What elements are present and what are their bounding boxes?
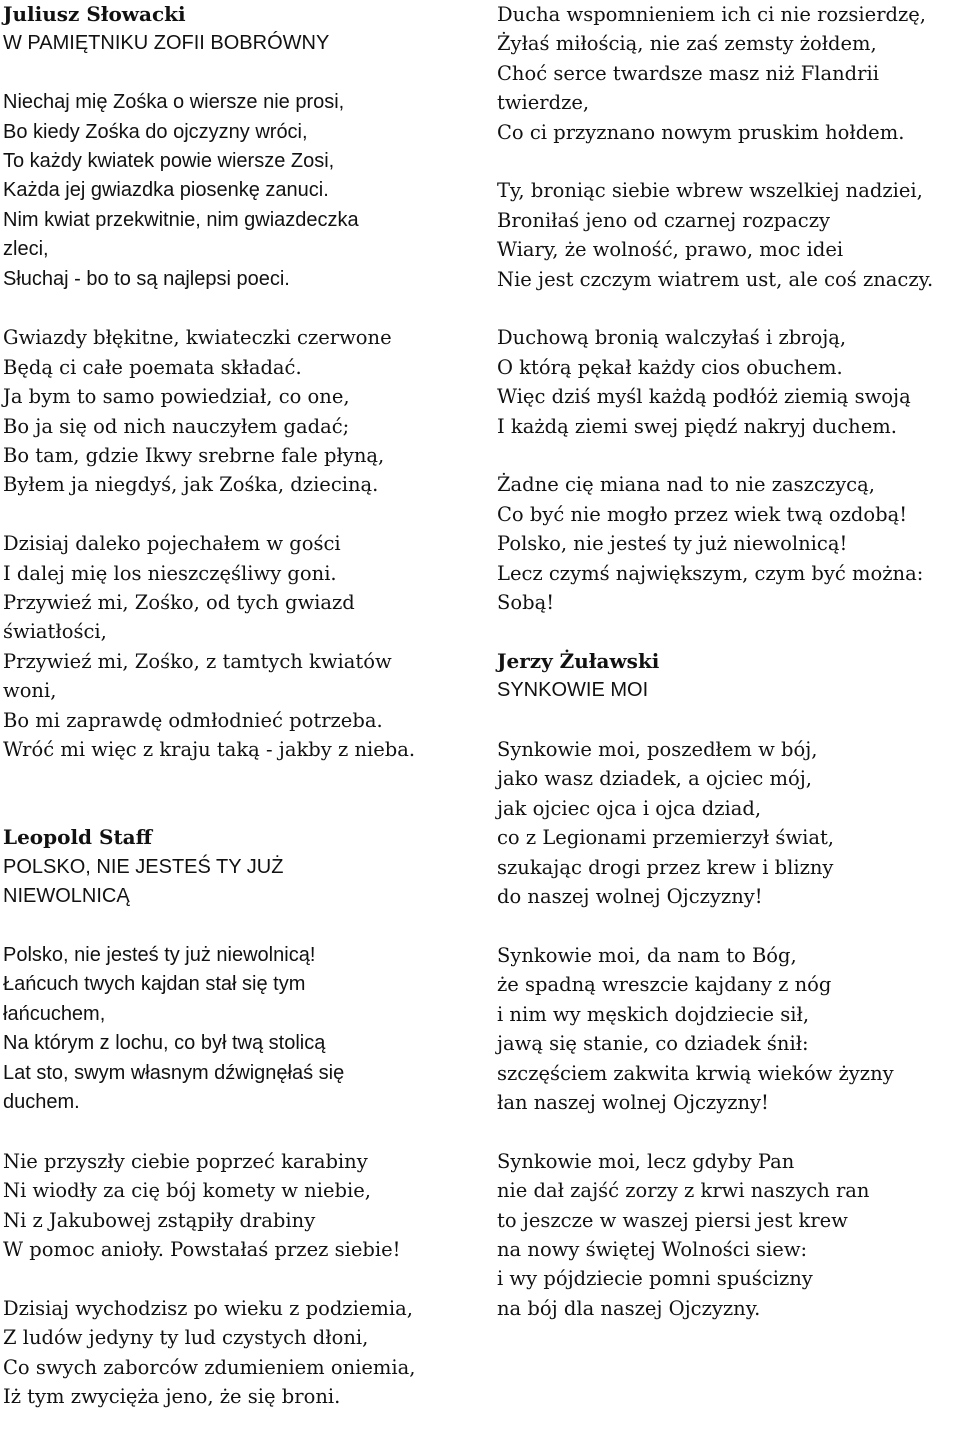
stanza <box>3 1294 473 1412</box>
author-name: Juliusz Słowacki <box>3 2 186 26</box>
poem-line: woni, <box>3 679 57 703</box>
stanza <box>3 88 473 294</box>
poem-line: łańcuchem, <box>3 1002 106 1025</box>
poem-line: Synkowie moi, poszedłem w bój, <box>497 738 818 762</box>
poem-line: Bo tam, gdzie Ikwy srebrne fale płyną, <box>3 444 385 468</box>
poem-staff-continued <box>497 0 960 617</box>
poem-line: Słuchaj - bo to są najlepsi poeci. <box>3 267 290 290</box>
poem-line: Nie przyszły ciebie poprzeć karabiny <box>3 1149 368 1173</box>
stanza <box>497 323 960 441</box>
poem-line: Łańcuch twych kajdan stał się tym <box>3 973 306 996</box>
spacer <box>3 59 473 88</box>
poem-line: Żadne cię miana nad to nie zaszczycą, <box>497 473 875 497</box>
poem-line: Wiary, że wolność, prawo, moc idei <box>497 238 844 262</box>
poem-line: szczęściem zakwita krwią wieków żyzny <box>497 1061 894 1085</box>
poem-staff <box>3 823 473 1411</box>
poem-line: Ni z Jakubowej zstąpiły drabiny <box>3 1208 316 1232</box>
poem-line: Choć serce twardsze masz niż Flandrii <box>497 61 879 85</box>
stanza <box>3 529 473 764</box>
poem-line: jak ojciec ojca i ojca dziad, <box>497 796 762 820</box>
stanza <box>3 1147 473 1265</box>
stanza <box>3 941 473 1117</box>
poem-line: I każdą ziemi swej piędź nakryj duchem. <box>497 414 897 438</box>
poem-line: Dzisiaj wychodzisz po wieku z podziemia, <box>3 1296 413 1320</box>
poem-line: nie dał zajść zorzy z krwi naszych ran <box>497 1179 870 1203</box>
right-column <box>497 0 960 1353</box>
poem-line: Synkowie moi, da nam to Bóg, <box>497 943 797 967</box>
author-name: Leopold Staff <box>3 825 153 850</box>
poem-line: zleci, <box>3 238 49 261</box>
poem-line: Nie jest czczym wiatrem ust, ale coś znaczy. <box>497 267 934 291</box>
poem-line: światłości, <box>3 620 107 644</box>
poem-line: Bo mi zaprawdę odmłodnieć potrzeba. <box>3 708 383 732</box>
poem-line: Byłem ja niegdyś, jak Zośka, dzieciną. <box>3 473 379 497</box>
poem-line: Iż tym zwycięża jeno, że się broni. <box>3 1384 341 1408</box>
poem-line: do naszej wolnej Ojczyzny! <box>497 885 763 909</box>
poem-line: to jeszcze w waszej piersi jest krew <box>497 1208 848 1232</box>
poem-line: Dzisiaj daleko pojechałem w gości <box>3 532 341 556</box>
poem-line: W pomoc anioły. Powstałaś przez siebie! <box>3 1237 401 1261</box>
poem-line: Synkowie moi, lecz gdyby Pan <box>497 1149 795 1173</box>
poem-line: Nim kwiat przekwitnie, nim gwiazdeczka <box>3 208 359 231</box>
poem-line: i wy pójdziecie pomni spuścizny <box>497 1267 813 1291</box>
poem-line: twierdze, <box>497 91 590 115</box>
poem-line: O którą pękał każdy cios obuchem. <box>497 355 843 379</box>
poem-line: Z ludów jedyny ty lud czystych dłoni, <box>3 1326 369 1350</box>
poem-line: Gwiazdy błękitne, kwiateczki czerwone <box>3 326 392 350</box>
poem-line: na nowy świętej Wolności siew: <box>497 1237 808 1261</box>
poem-line: Niechaj mię Zośka o wiersze nie prosi, <box>3 91 345 114</box>
poem-line: Przywieź mi, Zośko, od tych gwiazd <box>3 591 355 615</box>
poem-line: że spadną wreszcie kajdany z nóg <box>497 973 832 997</box>
poem-line: Ni wiodły za cię bój komety w niebie, <box>3 1179 371 1203</box>
poem-line: Bo kiedy Zośka do ojczyzny wróci, <box>3 120 308 143</box>
poem-line: Sobą! <box>497 591 555 615</box>
poem-line: I dalej mię los nieszczęśliwy goni. <box>3 561 337 585</box>
poem-line: duchem. <box>3 1090 80 1113</box>
poem-line: Żyłaś miłością, nie zaś zemsty żołdem, <box>497 32 877 56</box>
poem-line: i nim wy męskich dojdziecie sił, <box>497 1002 810 1026</box>
poem-slowacki <box>3 0 473 765</box>
poem-line: Lat sto, swym własnym dźwignęłaś się <box>3 1061 345 1084</box>
stanza <box>497 0 960 147</box>
stanza <box>497 941 960 1117</box>
poem-line: łan naszej wolnej Ojczyzny! <box>497 1090 769 1114</box>
poem-line: Przywieź mi, Zośko, z tamtych kwiatów <box>3 649 392 673</box>
spacer <box>3 912 473 941</box>
poem-line: jawą się stanie, co dziadek śnił: <box>497 1032 809 1056</box>
stanza <box>497 1147 960 1323</box>
poem-line: szukając drogi przez krew i blizny <box>497 855 834 879</box>
poem-line: Ty, broniąc siebie wbrew wszelkiej nadziei, <box>497 179 923 203</box>
poem-line: Co swych zaborców zdumieniem oniemia, <box>3 1355 416 1379</box>
poem-title-line: POLSKO, NIE JESTEŚ TY JUŻ <box>3 855 284 878</box>
poem-line: na bój dla naszej Ojczyzny. <box>497 1296 761 1320</box>
left-column <box>3 0 473 1441</box>
author-name: Jerzy Żuławski <box>497 648 660 673</box>
stanza <box>497 470 960 617</box>
poem-line: Broniłaś jeno od czarnej rozpaczy <box>497 208 830 232</box>
poem-title-line: NIEWOLNICĄ <box>3 885 130 908</box>
poem-zulawski <box>497 647 960 1323</box>
poem-line: Bo ja się od nich nauczyłem gadać; <box>3 414 350 438</box>
spacer <box>497 706 960 735</box>
stanza <box>497 735 960 911</box>
poem-line: Każda jej gwiazdka piosenkę zanuci. <box>3 179 329 202</box>
stanza <box>497 176 960 294</box>
poem-line: Więc dziś myśl każdą podłóż ziemią swoją <box>497 385 911 409</box>
poem-line: Co być nie mogło przez wiek twą ozdobą! <box>497 502 908 526</box>
poem-line: Wróć mi więc z kraju taką - jakby z nieba. <box>3 738 416 762</box>
poem-title: SYNKOWIE MOI <box>497 679 649 702</box>
poem-line: Lecz czymś największym, czym być można: <box>497 561 924 585</box>
poem-line: co z Legionami przemierzył świat, <box>497 826 835 850</box>
poem-line: Ducha wspomnieniem ich ci nie rozsierdzę, <box>497 3 927 26</box>
poem-line: To każdy kwiatek powie wiersze Zosi, <box>3 150 335 173</box>
poem-line: Ja bym to samo powiedział, co one, <box>3 385 350 409</box>
poem-line: jako wasz dziadek, a ojciec mój, <box>497 767 812 791</box>
spacer <box>3 794 473 823</box>
poem-line: Duchową bronią walczyłaś i zbroją, <box>497 326 847 350</box>
poem-line: Na którym z lochu, co był twą stolicą <box>3 1032 326 1055</box>
poem-line: Polsko, nie jesteś ty już niewolnicą! <box>3 943 316 966</box>
poem-line: Polsko, nie jesteś ty już niewolnicą! <box>497 532 848 556</box>
poem-title: W PAMIĘTNIKU ZOFII BOBRÓWNY <box>3 32 330 55</box>
stanza <box>3 323 473 499</box>
poem-line: Co ci przyznano nowym pruskim hołdem. <box>497 120 905 144</box>
poem-line: Będą ci całe poemata składać. <box>3 355 302 379</box>
